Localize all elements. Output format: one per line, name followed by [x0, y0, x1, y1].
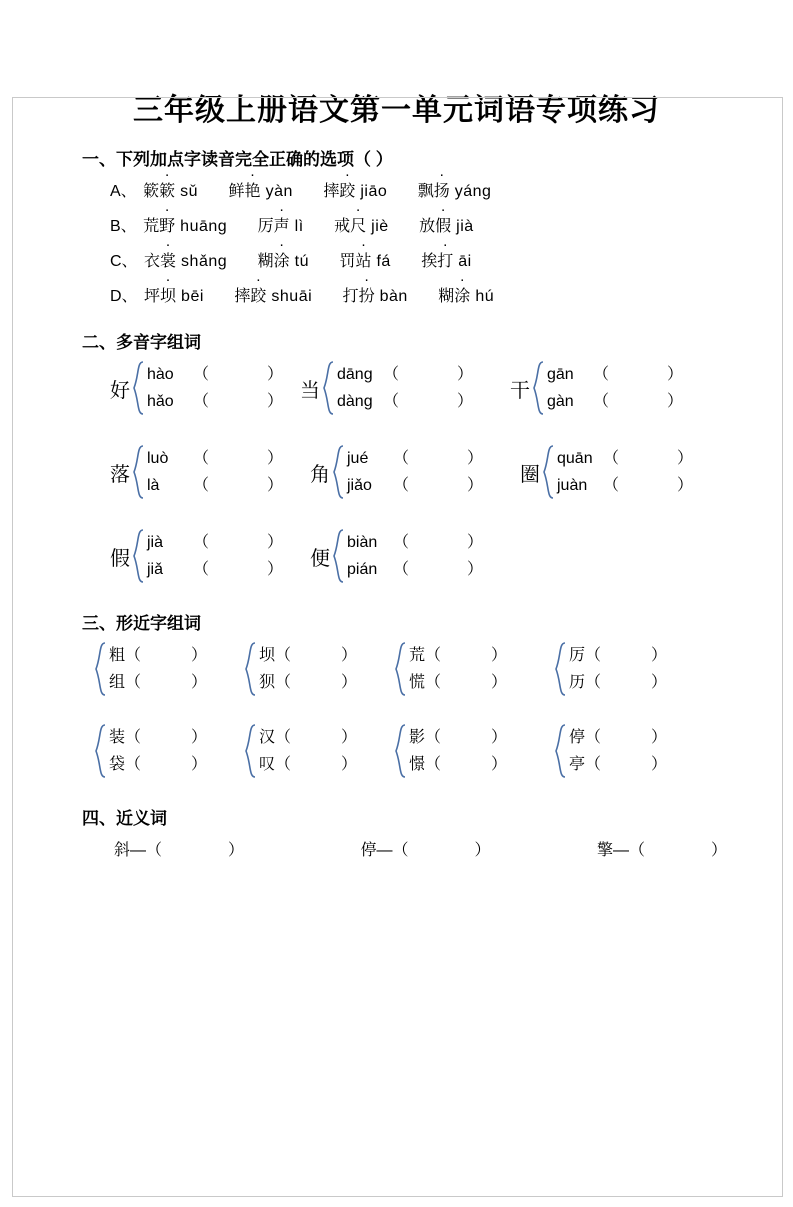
polyphone-char: 落 — [110, 463, 130, 486]
choice-item: 放假 jià — [419, 218, 474, 235]
section-heading-2: 二、多音字组词 — [82, 333, 201, 352]
polyphone-char: 圈 — [520, 463, 540, 486]
choice-item: 衣裳 shǎng — [144, 253, 228, 270]
synonym-item: 停—（ ） — [360, 842, 491, 859]
choice-item: 挨打 āi — [421, 253, 472, 270]
polyphone-char: 干 — [510, 379, 530, 402]
polyphone-group — [110, 529, 310, 583]
polyphone-group — [510, 361, 683, 415]
similar-char-group — [554, 642, 667, 696]
polyphone-line: dāng （ ） — [337, 366, 474, 383]
polyphone-line: biàn （ ） — [347, 534, 484, 551]
brace-icon — [132, 361, 144, 415]
polyphone-group — [300, 361, 510, 415]
choice-item: 坪坝 bēi — [144, 288, 204, 305]
worksheet-page — [0, 85, 793, 1207]
choice-label-c: C、 — [110, 253, 138, 270]
brace-icon — [244, 724, 256, 778]
choice-item: 打扮 bàn — [342, 288, 408, 305]
similar-char-row-1 — [94, 642, 735, 696]
choice-label-a: A、 — [110, 183, 137, 200]
similar-char-line: 粗（ ） — [109, 647, 208, 664]
polyphone-group — [520, 445, 693, 499]
polyphone-char: 便 — [310, 547, 330, 570]
section-heading-3: 三、形近字组词 — [82, 614, 201, 633]
similar-char-row-2 — [94, 724, 735, 778]
synonym-item: 擎—（ ） — [597, 842, 728, 859]
polyphone-group — [310, 445, 520, 499]
polyphone-line: jué （ ） — [347, 450, 484, 467]
brace-icon — [132, 445, 144, 499]
page-title: 三年级上册语文第一单元词语专项练习 — [133, 94, 660, 127]
polyphone-line: hǎo （ ） — [147, 393, 284, 410]
choice-item: 荒野 huāng — [143, 218, 228, 235]
polyphone-line: jiǎ （ ） — [147, 561, 284, 578]
polyphone-row-2 — [110, 445, 735, 499]
similar-char-line: 坝（ ） — [259, 647, 358, 664]
choice-item: 戒尺 jiè — [334, 218, 389, 235]
brace-icon — [332, 529, 344, 583]
choice-item: 厉声 lì — [257, 218, 304, 235]
similar-char-line: 狈（ ） — [259, 674, 358, 691]
brace-icon — [554, 724, 566, 778]
similar-char-group — [394, 642, 554, 696]
choice-item: 摔跤 shuāi — [234, 288, 313, 305]
synonym-item: 斜—（ ） — [114, 842, 245, 859]
choice-item: 摔跤 jiāo — [323, 183, 388, 200]
polyphone-char: 当 — [300, 379, 320, 402]
polyphone-line: jià （ ） — [147, 534, 284, 551]
similar-char-line: 历（ ） — [569, 674, 668, 691]
choice-line-c — [110, 248, 735, 271]
polyphone-line: jiǎo （ ） — [347, 477, 484, 494]
similar-char-group — [394, 724, 554, 778]
brace-icon — [554, 642, 566, 696]
choice-label-b: B、 — [110, 218, 137, 235]
choice-item: 糊涂 tú — [257, 253, 309, 270]
brace-icon — [394, 724, 406, 778]
similar-char-line: 停（ ） — [569, 729, 668, 746]
choice-label-d: D、 — [110, 288, 138, 305]
synonym-line — [114, 837, 735, 860]
similar-char-line: 憬（ ） — [409, 756, 508, 773]
brace-icon — [542, 445, 554, 499]
choice-item: 飘扬 yáng — [417, 183, 492, 200]
similar-char-line: 汉（ ） — [259, 729, 358, 746]
polyphone-char: 好 — [110, 379, 130, 402]
choice-line-b — [110, 213, 735, 236]
brace-icon — [94, 724, 106, 778]
choice-item: 鲜艳 yàn — [228, 183, 293, 200]
brace-icon — [132, 529, 144, 583]
similar-char-line: 叹（ ） — [259, 756, 358, 773]
polyphone-char: 假 — [110, 547, 130, 570]
similar-char-line: 装（ ） — [109, 729, 208, 746]
polyphone-line: gān （ ） — [547, 366, 684, 383]
brace-icon — [532, 361, 544, 415]
polyphone-line: hào （ ） — [147, 366, 284, 383]
similar-char-line: 荒（ ） — [409, 647, 508, 664]
choice-line-a — [110, 178, 735, 201]
polyphone-line: luò （ ） — [147, 450, 284, 467]
choice-item: 糊涂 hú — [438, 288, 495, 305]
polyphone-group — [110, 445, 310, 499]
section-heading-4: 四、近义词 — [82, 809, 167, 828]
similar-char-group — [244, 724, 394, 778]
brace-icon — [244, 642, 256, 696]
similar-char-line: 袋（ ） — [109, 756, 208, 773]
similar-char-line: 组（ ） — [109, 674, 208, 691]
similar-char-group — [244, 642, 394, 696]
polyphone-row-1 — [110, 361, 735, 415]
polyphone-char: 角 — [310, 463, 330, 486]
similar-char-group — [94, 642, 244, 696]
polyphone-line: juàn （ ） — [557, 477, 694, 494]
brace-icon — [94, 642, 106, 696]
polyphone-line: dàng （ ） — [337, 393, 474, 410]
similar-char-group — [554, 724, 667, 778]
polyphone-group — [110, 361, 300, 415]
similar-char-group — [94, 724, 244, 778]
brace-icon — [322, 361, 334, 415]
polyphone-line: gàn （ ） — [547, 393, 684, 410]
similar-char-line: 厉（ ） — [569, 647, 668, 664]
choice-item: 簌簌 sǔ — [143, 183, 199, 200]
polyphone-line: quān （ ） — [557, 450, 694, 467]
section-heading-1: 一、下列加点字读音完全正确的选项（ ） — [82, 150, 393, 169]
similar-char-line: 慌（ ） — [409, 674, 508, 691]
choice-line-d — [110, 283, 735, 306]
similar-char-line: 亭（ ） — [569, 756, 668, 773]
choice-item: 罚站 fá — [339, 253, 391, 270]
polyphone-line: pián （ ） — [347, 561, 484, 578]
brace-icon — [332, 445, 344, 499]
polyphone-line: là （ ） — [147, 477, 284, 494]
brace-icon — [394, 642, 406, 696]
polyphone-group — [310, 529, 483, 583]
similar-char-line: 影（ ） — [409, 729, 508, 746]
polyphone-row-3 — [110, 529, 735, 583]
